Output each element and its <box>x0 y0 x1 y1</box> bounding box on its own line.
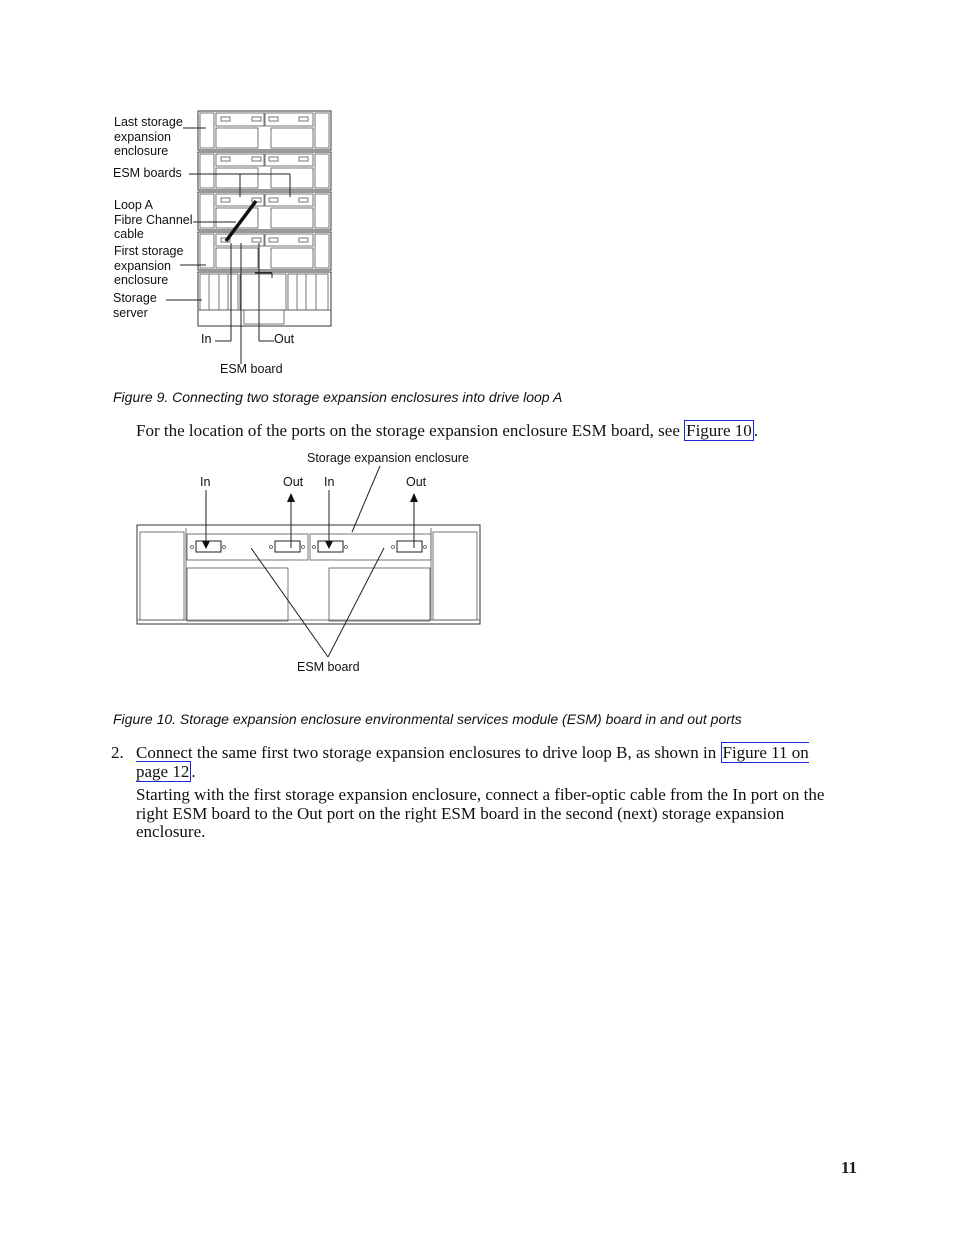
paragraph-end: . <box>753 421 759 440</box>
step-2-instruction: Connect the same first two storage expansion enclosures to drive loop B, as shown in <box>136 743 721 762</box>
label-out-port-2: Out <box>406 475 427 489</box>
label-first-enclosure: First storage expansion enclosure <box>114 244 184 287</box>
label-storage-expansion-enclosure: Storage expansion enclosure <box>307 451 469 465</box>
step-2-number: 2. <box>111 743 124 762</box>
link-figure-11[interactable]: Figure 11 on page 12 <box>136 743 809 781</box>
label-storage-server: Storage server <box>113 291 157 320</box>
label-esm-board: ESM board <box>220 362 283 376</box>
label-in-port-1: In <box>200 475 211 489</box>
label-out-port-1: Out <box>283 475 304 489</box>
paragraph-text: For the location of the ports on the storage expansion enclosure ESM board, see <box>136 421 685 440</box>
step-2-end: . <box>191 761 196 781</box>
figure-9-caption: Figure 9. Connecting two storage expansion enclosures into drive loop A <box>113 389 563 405</box>
label-esm-boards: ESM boards <box>113 166 182 180</box>
label-esm-board-fig10: ESM board <box>297 660 360 674</box>
label-last-enclosure: Last storage expansion enclosure <box>114 115 183 158</box>
label-loop-a: Loop A Fibre Channel cable <box>114 198 193 241</box>
page-number: 11 <box>841 1158 858 1177</box>
label-out: Out <box>274 332 295 346</box>
step-2-paragraph: Starting with the first storage expansion enclosure, connect a fiber-optic cable from the In port on the right ESM board to the Out port on the right ESM board in the second (next) storage expansion enclosure. <box>136 785 825 841</box>
link-figure-10[interactable]: Figure 10 <box>686 421 752 440</box>
label-in: In <box>201 332 212 346</box>
label-in-port-2: In <box>324 475 335 489</box>
figure-10-caption: Figure 10. Storage expansion enclosure environmental services module (ESM) board in and out ports <box>113 711 742 727</box>
step-2-text <box>136 744 836 781</box>
